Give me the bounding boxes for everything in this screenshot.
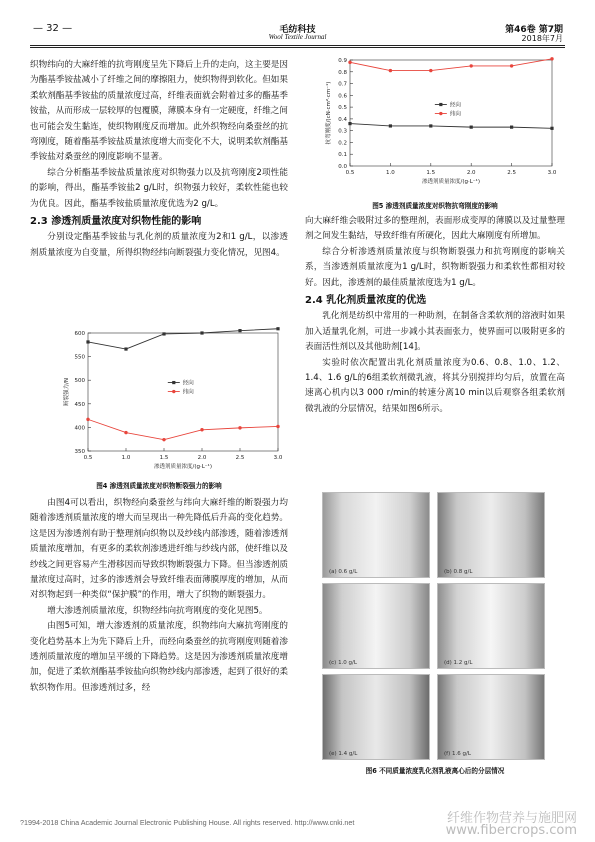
header-rule-thin [30,47,565,48]
x-tick-label: 1.0 [386,170,395,176]
paragraph: 由图4可以看出，织物经向桑蚕丝与纬向大麻纤维的断裂强力均随着渗透剂质量浓度的增大而呈现出一种先降低后升高的变化趋势。这是因为渗透剂有助于整理剂向织物以及纱线内部渗透，随着渗透剂质量浓度增加，有更多的柔软剂渗透进纤维与纱线内部，使纤维以及纱线之间更容易产生滑移因而导致织物断裂强力下降。但当渗透剂质量浓度过高时，过多的渗透剂会导致纤维表面薄膜厚度的增加，从而对织物起到一种类似“保护膜”的作用，增大了织物的断裂强力。 [30,498,288,601]
y-tick-label: 0.1 [338,152,347,159]
y-tick-label: 600 [74,331,85,337]
photo-label: (f) 1.6 g/L [444,751,471,757]
right-column-text [305,214,565,417]
data-point [238,329,241,332]
data-point [124,347,127,350]
figure-4-caption: 图4 渗透剂质量浓度对织物断裂强力的影响 [96,482,222,490]
figure-4-chart [48,325,286,477]
data-point [429,69,432,72]
copyright-footer: ?1994-2018 China Academic Journal Electronic Publishing House. All rights reserved. http://www.cnki.net [20,818,355,827]
x-tick-label: 3.0 [273,455,283,461]
x-tick-label: 0.5 [345,170,355,176]
photo-c [322,583,430,669]
legend-label: 经向 [182,380,194,387]
photo-e [322,674,430,760]
data-point [389,124,392,127]
data-point [162,332,165,335]
data-point [238,426,241,429]
left-column-bottom [30,496,288,696]
photo-label: (e) 1.4 g/L [329,751,358,757]
series-line-0 [88,329,278,349]
y-tick-label: 0.0 [338,164,347,170]
journal-date: 2018年7月 [521,34,563,43]
legend-marker [439,103,442,106]
photo-label: (d) 1.2 g/L [444,660,473,666]
x-axis-label: 渗透剂质量浓度/(g·L⁻¹) [421,179,481,185]
data-point [550,127,553,130]
series-line-1 [350,59,552,71]
fig4-svg [48,325,286,477]
figure-6-caption: 图6 不同质量浓度乳化剂乳液离心后的分层情况 [365,767,505,775]
legend-marker [172,381,175,384]
x-tick-label: 2.0 [197,455,207,461]
section-heading: 2.4 乳化剂质量浓度的优选 [305,295,427,307]
journal-title-en: Wool Textile Journal [268,33,327,41]
y-tick-label: 350 [74,449,85,455]
legend-label: 纬向 [182,389,194,396]
paragraph: 织物纬向的大麻纤维的抗弯刚度呈先下降后上升的走向，这主要是因为酯基季铵盐减小了纤维之间的摩擦阻力，使织物得到软化。但如果柔软剂酯基季铵盐的质量浓度过高，纤维表面就会附着过多的酯基季铵盐，从而形成一层较厚的包覆膜，薄膜本身有一定硬度，纤维之间也可能会发生黏连，使织物刚度反而增加。此外织物经向桑蚕丝的抗弯刚度，随着酯基季铵盐质量浓度增大而变化不大，说明柔软剂酯基季铵盐对桑蚕丝的刚度影响不显著。 [30,60,288,163]
y-axis-label: 断裂强力/N [64,378,70,406]
data-point [124,431,127,434]
paragraph: 乳化剂是纺织中常用的一种助剂，在制备含柔软剂的溶液时如果加入适量乳化剂，可进一步减小其表面张力，使界面可以吸附更多的表面活性剂以及其他助剂[14]。 [305,311,565,353]
page-number: — 32 — [33,23,73,34]
x-tick-label: 0.5 [83,455,93,461]
data-point [550,57,553,60]
y-tick-label: 0.3 [338,128,347,135]
legend-marker [439,112,442,115]
x-tick-label: 1.0 [121,455,131,461]
data-point [276,425,279,428]
watermark [446,813,577,837]
watermark-line: 纤维作物营养与施肥网 [446,811,577,826]
y-tick-label: 450 [74,401,85,408]
paragraph: 综合分析渗透剂质量浓度与织物断裂强力和抗弯刚度的影响关系，当渗透剂质量浓度为1 g/L时，织物断裂强力和柔软性都相对较好。因此，渗透剂的最佳质量浓度选为1 g/L。 [305,246,565,288]
y-tick-label: 0.7 [338,81,347,88]
figure-5-chart [312,52,562,192]
series-line-1 [88,419,278,439]
data-point [470,126,473,129]
legend-label: 纬向 [449,111,461,118]
paragraph: 增大渗透剂质量浓度，织物经纬向抗弯刚度的变化见图5。 [47,605,268,616]
photo-b [437,492,545,578]
data-point [86,340,89,343]
journal-title-cn: 毛纺科技 [279,25,316,35]
y-tick-label: 0.6 [338,93,347,100]
paragraph: 向大麻纤维会吸附过多的整理剂，表面形成变厚的薄膜以及过量整理剂之间发生黏结，导致纤维有所硬化，因此大麻刚度有所增加。 [305,216,565,242]
journal-volume: 第46卷 第7期 [505,25,563,35]
photo-a [322,492,430,578]
data-point [200,428,203,431]
watermark-line: www.fibercrops.com [445,823,577,838]
data-point [86,418,89,421]
data-point [276,327,279,330]
photo-f [437,674,545,760]
paragraph: 分别设定酯基季铵盐与乳化剂的质量浓度为2和1 g/L，以渗透剂质量浓度为自变量，所得织物经纬向断裂强力变化情况，见图4。 [30,232,288,258]
y-tick-label: 500 [74,378,85,385]
x-tick-label: 3.0 [547,170,557,176]
photo-label: (b) 0.8 g/L [444,569,473,575]
x-tick-label: 1.5 [159,455,169,461]
paragraph: 实验时依次配置出乳化剂质量浓度为0.6、0.8、1.0、1.2、1.4、1.6 g/L的6组柔软剂微乳液，将其分别搅拌均匀后，放置在高速离心机内以3 000 r/min的转速分离10 min以后观察各组柔软剂微乳液的分层情况，结果如图6所示。 [305,357,565,414]
x-tick-label: 2.5 [507,170,516,176]
series-line-0 [350,124,552,129]
x-axis-label: 渗透剂质量浓度/(g·L⁻¹) [153,464,213,470]
fig5-svg [312,52,562,192]
paragraph: 由图5可知，增大渗透剂的质量浓度，织物纬向大麻抗弯刚度的变化趋势基本上为先下降后上升，而经向桑蚕丝的抗弯刚度则随着渗透剂质量浓度的增加呈平缓的下降趋势。这是因为渗透剂质量浓度增加，促进了柔软剂酯基季铵盐向织物纱线内部渗透，起到了很好的柔软织物作用。但渗透剂过多，经 [30,621,288,693]
section-heading: 2.3 渗透剂质量浓度对织物性能的影响 [30,216,202,228]
x-tick-label: 2.5 [235,455,245,461]
data-point [200,331,203,334]
data-point [162,438,165,441]
x-tick-label: 1.5 [426,170,436,176]
data-point [429,124,432,127]
data-point [348,61,351,64]
data-point [389,69,392,72]
y-tick-label: 0.8 [338,69,347,76]
photo-d [437,583,545,669]
data-point [470,64,473,67]
data-point [510,126,513,129]
paragraph: 综合分析酯基季铵盐质量浓度对织物强力以及抗弯刚度2项性能的影响，得出，酯基季铵盐2 g/L时，织物强力较好，柔软性能也较为优良。因此，酯基季铵盐质量浓度优选为2 g/L。 [30,167,288,209]
photo-label: (c) 1.0 g/L [329,660,357,666]
y-tick-label: 400 [74,425,85,432]
left-column-top [30,58,288,261]
data-point [510,64,513,67]
y-tick-label: 0.9 [338,58,347,64]
y-axis-label: 抗弯刚度/(cN·cm²·cm⁻¹) [326,81,332,145]
x-tick-label: 2.0 [466,170,476,176]
legend-label: 经向 [449,102,461,109]
y-tick-label: 0.5 [338,105,347,112]
figure-5-caption: 图5 渗透剂质量浓度对织物抗弯刚度的影响 [372,202,498,210]
data-point [348,122,351,125]
y-tick-label: 0.4 [338,116,347,123]
y-tick-label: 550 [74,354,85,361]
y-tick-label: 0.2 [338,140,347,147]
legend-marker [172,390,175,393]
header-rule [30,45,565,46]
photo-label: (a) 0.6 g/L [329,569,358,575]
